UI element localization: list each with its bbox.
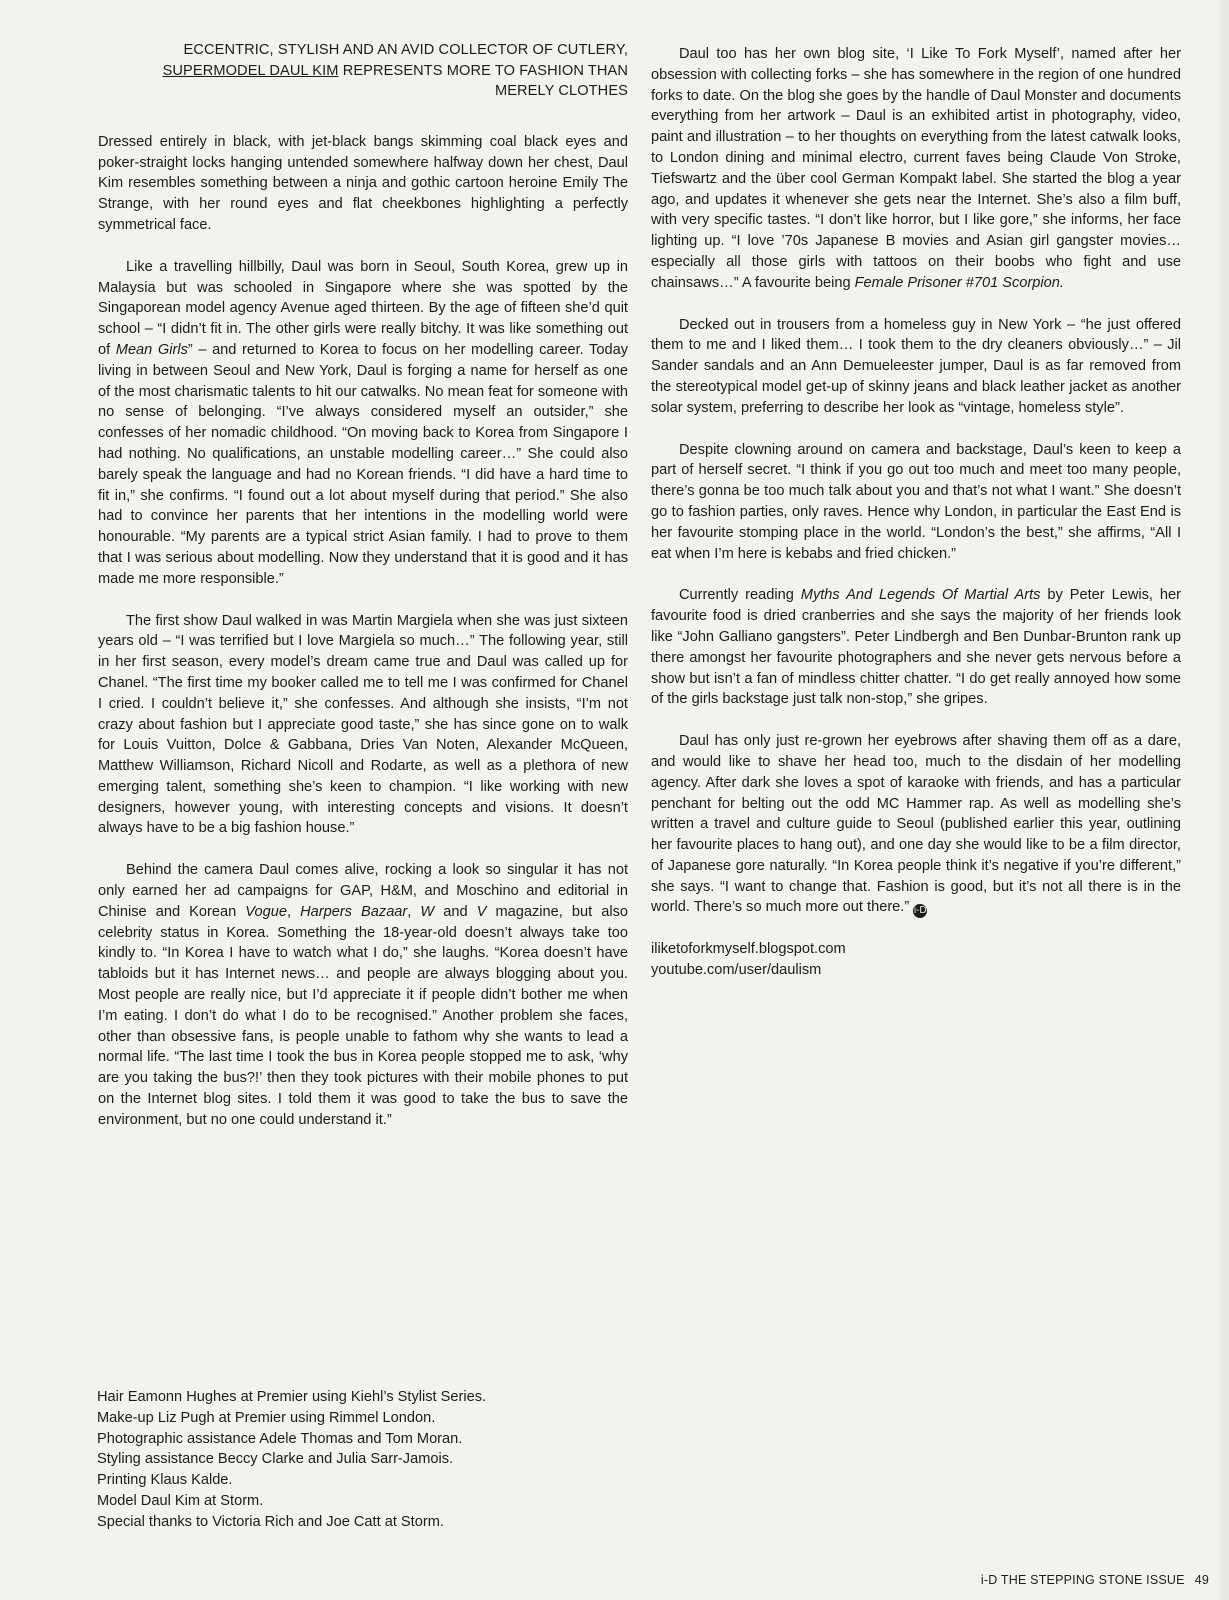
- web-links: [651, 939, 1181, 981]
- right-paragraph-5: [651, 731, 1181, 918]
- standfirst-line-1: ECCENTRIC, STYLISH AND AN AVID COLLECTOR OF CUTLERY,: [183, 42, 628, 58]
- left-p4-sep-2: ,: [407, 903, 421, 920]
- blog-link[interactable]: iliketoforkmyself.blogspot.com: [651, 941, 846, 958]
- left-p2-part-b: ” – and returned to Korea to focus on her modelling career. Today living in between Seoul and New York, Daul is forging a name for herself as one of the most charismatic talents to hit our catwalks. No mean feat for someone with no sense of belonging. “I’ve always considered myself an outsider,” she confesses of her nomadic childhood. “On moving back to Korea from Singapore I had nothing. No qualifications, an unstable modelling career…” She could also barely speak the language and had no Korean friends. “I did have a hard time to fit in,” she confirms. “I found out a lot about myself during that period.” She also had to convince her parents that her intentions in the modelling world were honourable. “My parents are a typical strict Asian family. I had to prove to them that I was serious about modelling. Now they understand that it is good and it has made me more responsible.”: [98, 341, 628, 587]
- left-paragraph-3: The first show Daul walked in was Martin Margiela when she was just sixteen years old – “I was terrified but I love Margiela so much…” The following year, still in her first season, every model’s dream came true and Daul was called up for Chanel. “The first time my booker called me to tell me I was confirmed for Chanel I cried. I couldn’t believe it,” she confesses. And although she insists, “I’m not crazy about fashion but I appreciate good taste,” she has since gone on to walk for Louis Vuitton, Dolce & Gabbana, Dries Van Noten, Alexander McQueen, Matthew Williamson, Richard Nicoll and Rodarte, as well as a plethora of new emerging talent, something she’s keen to champion. “I like working with new designers, however young, with interesting concepts and visions. It doesn’t always have to be a big fashion house.”: [98, 612, 628, 837]
- credit-line: Hair Eamonn Hughes at Premier using Kiehl’s Stylist Series.: [97, 1389, 487, 1405]
- credit-line: Special thanks to Victoria Rich and Joe Catt at Storm.: [97, 1513, 444, 1530]
- right-paragraph-2: Decked out in trousers from a homeless guy in New York – “he just offered them to me and I liked them… I took them to the dry cleaners obviously…” – Jil Sander sandals and an Ann Demueleester jumper, Daul is as far removed from the stereotypical model get-up of skinny jeans and black leather jacket as another solar system, preferring to describe her look as “vintage, homeless style”.: [651, 316, 1181, 416]
- left-p4-italic-vogue: Vogue: [245, 903, 287, 920]
- left-paragraph-2: [98, 257, 628, 590]
- left-paragraph-4: [98, 860, 628, 1130]
- standfirst: [98, 40, 628, 102]
- left-paragraph-1: Dressed entirely in black, with jet-black bangs skimming coal black eyes and poker-straight locks hanging untended somewhere halfway down her chest, Daul Kim resembles something between a ninja and gothic cartoon heroine Emily The Strange, with her round eyes and flat cheekbones highlighting a perfectly symmetrical face.: [98, 133, 628, 233]
- standfirst-line-2-rest: REPRESENTS MORE TO FASHION THAN: [338, 62, 628, 79]
- right-paragraph-3: Despite clowning around on camera and backstage, Daul’s keen to keep a part of herself secret. “I think if you go out too much and meet too many people, there’s gonna be too much talk about you and that’s not what I want.” She doesn’t go to fashion parties, only raves. Hence why London, in particular the East End is her favourite stomping place in the world. “London’s the best,” she affirms, “All I eat when I’m here is kebabs and fried chicken.”: [651, 441, 1181, 562]
- right-p1-italic-film: Female Prisoner #701 Scorpion.: [854, 274, 1064, 291]
- right-p4-italic-book: Myths And Legends Of Martial Arts: [800, 587, 1041, 604]
- right-paragraph-1: [651, 44, 1181, 294]
- left-p4-part-a: Behind the camera Daul comes alive, rocking a look so singular it has not only earned her ad campaigns for GAP, H&M, and Moschino and editorial in Chinise and Korean: [98, 862, 628, 920]
- left-p4-italic-harpers: Harpers Bazaar: [300, 903, 408, 920]
- right-p5-text: Daul has only just re-grown her eyebrows after shaving them off as a dare, and would like to shave her head too, much to the disdain of her modelling agency. After dark she loves a spot of karaoke with friends, and has a particular penchant for belting out the odd MC Hammer rap. As well as modelling she’s written a travel and culture guide to Seoul (published earlier this year, outlining her favourite places to hang out), and one day she would like to be a film director, of Japanese gore naturally. “In Korea people think it’s negative if you’re different,” she says. “I want to change that. Fashion is good, but it’s not all there is in the world. There’s so much more out there.”: [651, 733, 1181, 916]
- credit-line: Photographic assistance Adele Thomas and Tom Moran.: [97, 1430, 463, 1447]
- page-edge-shadow: [1217, 0, 1229, 1600]
- photo-credits: [97, 1387, 617, 1533]
- left-column: [98, 40, 628, 1152]
- right-p4-part-a: Currently reading: [679, 587, 801, 604]
- standfirst-line-3: MERELY CLOTHES: [494, 83, 628, 100]
- right-p1-part-a: Daul too has her own blog site, ‘I Like To Fork Myself’, named after her obsession with collecting forks – she has somewhere in the region of one hundred forks to date. On the blog she goes by the handle of Daul Monster and documents everything from her artwork – Daul is an exhibited artist in photography, video, paint and illustration – to her thoughts on everything from the latest catwalk looks, to London dining and minimal electro, current faves being Claude Von Stroke, Tiefswartz and the über cool German Kompakt label. She started the blog a year ago, and updates it whenever she gets near the Internet. She’s also a film buff, with very specific tastes. “I don’t like horror, but I like gore,” she informs, her face lighting up. “I love ’70s Japanese B movies and Asian girl gangster movies… especially all those girls with tattoos on their boobs who fight and use chainsaws…” A favourite being: [651, 46, 1181, 291]
- left-p4-italic-w: W: [420, 903, 435, 920]
- issue-title: i-D THE STEPPING STONE ISSUE: [980, 1573, 1185, 1587]
- right-column: [651, 44, 1181, 981]
- left-p2-part-a: Like a travelling hillbilly, Daul was born in Seoul, South Korea, grew up in Malaysia but was schooled in Singapore where she was spotted by the Singaporean model agency Avenue aged thirteen. By the age of fifteen she’d quit school – “I didn’t fit in. The other girls were really bitchy. It was like something out of: [98, 258, 628, 358]
- right-paragraph-4: [651, 585, 1181, 710]
- left-p4-part-b: magazine, but also celebrity status in Korea. Something the 18-year-old doesn’t always take too kindly to. “In Korea I have to watch what I do,” she laughs. “Korea doesn’t have tabloids but it has Internet news… and people are always blogging about you. Most people are really nice, but I’d appreciate it if people didn’t bother me when I’m eating. I don’t do what I do to be recognised.” Another problem she faces, other than obsessive fans, is people unable to fathom why she wants to lead a normal life. “The last time I took the bus in Korea people stopped me to ask, ‘why are you taking the bus?!’ then they took pictures with their mobile phones to put on the Internet blog sites. I told them it was good to take the bus to save the environment, but no one could understand it.”: [98, 903, 629, 1128]
- left-p4-sep-1: ,: [286, 903, 301, 920]
- page-number: 49: [1194, 1573, 1209, 1587]
- standfirst-line-2: [98, 61, 628, 82]
- page-footer: [981, 1573, 1209, 1587]
- left-p2-italic-title: Mean Girls: [115, 341, 188, 358]
- youtube-link[interactable]: youtube.com/user/daulism: [651, 962, 822, 979]
- left-p4-italic-v: V: [476, 903, 487, 920]
- id-end-mark-icon: i-D: [913, 905, 927, 917]
- credit-line: Printing Klaus Kalde.: [97, 1472, 233, 1489]
- right-p4-part-b: by Peter Lewis, her favourite food is dried cranberries and she says the majority of her friends look like “John Galliano gangsters”. Peter Lindbergh and Ben Dunbar-Brunton rank up there amongst her favourite photographers and she never gets nervous before a show but isn’t a fan of mindless chitter chatter. “I do get really annoyed how some of the girls backstage just talk non-stop,” she gripes.: [651, 587, 1181, 708]
- left-p4-sep-3: and: [434, 903, 477, 920]
- credit-line: Model Daul Kim at Storm.: [97, 1492, 264, 1509]
- standfirst-underlined-name: SUPERMODEL DAUL KIM: [162, 62, 339, 79]
- credit-line: Styling assistance Beccy Clarke and Julia Sarr-Jamois.: [97, 1451, 454, 1468]
- credit-line: Make-up Liz Pugh at Premier using Rimmel London.: [97, 1409, 436, 1426]
